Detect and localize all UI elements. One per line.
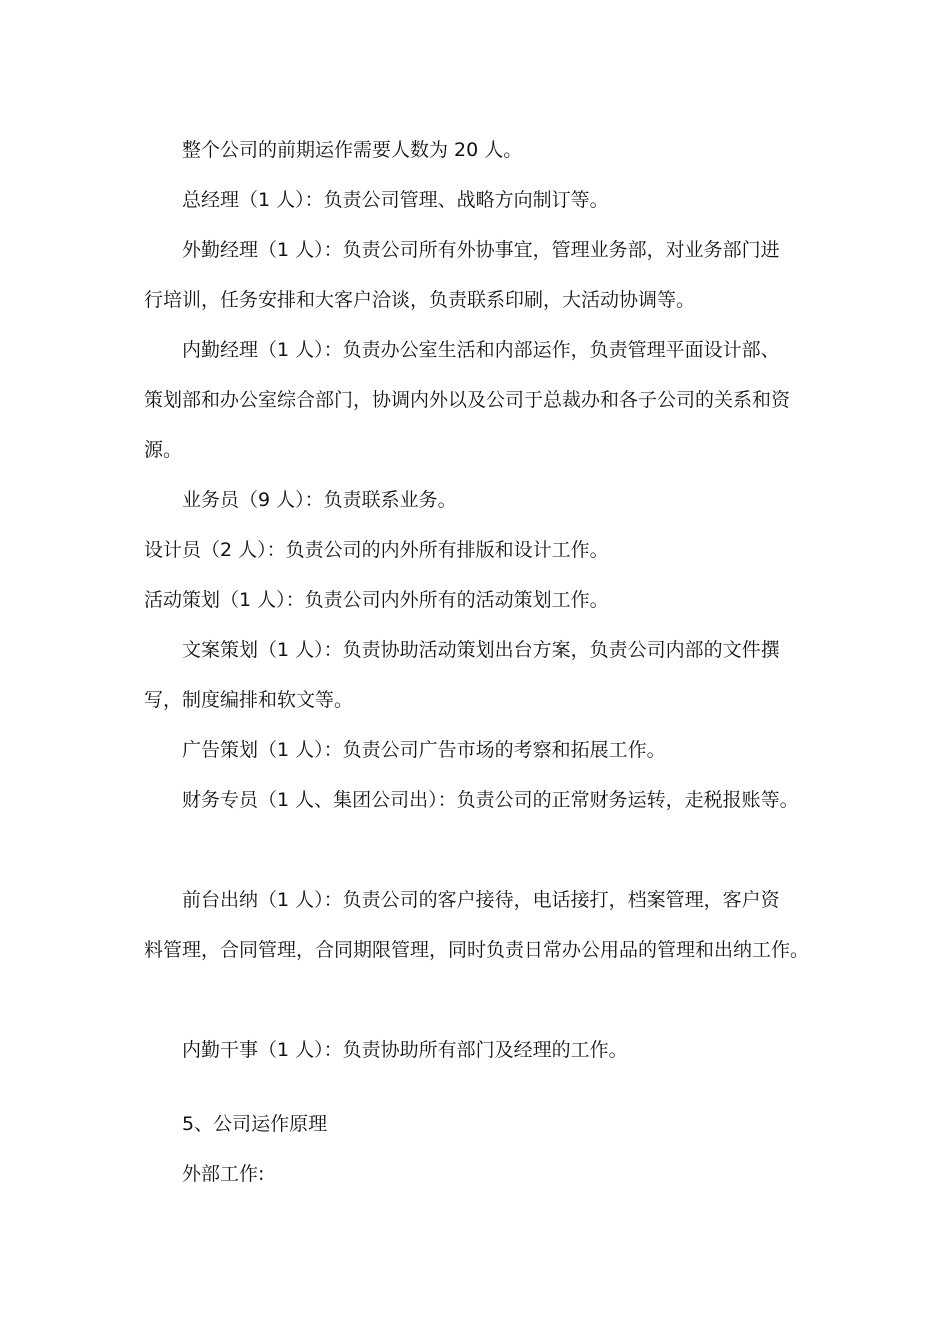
- paragraph-office-manager: 内勤经理（1 人）：负责办公室生活和内部运作，负责管理平面设计部、: [182, 339, 780, 361]
- paragraph-staff-total: 整个公司的前期运作需要人数为 20 人。: [182, 139, 523, 161]
- paragraph-office-clerk: 内勤干事（1 人）：负责协助所有部门及经理的工作。: [182, 1039, 628, 1061]
- paragraph-event-planner: 活动策划（1 人）：负责公司内外所有的活动策划工作。: [144, 589, 609, 611]
- section-heading-operation: 5、公司运作原理: [182, 1113, 328, 1135]
- subheading-external-work: 外部工作:: [182, 1163, 265, 1185]
- paragraph-designer: 设计员（2 人）：负责公司的内外所有排版和设计工作。: [144, 539, 609, 561]
- paragraph-front-desk: 前台出纳（1 人）：负责公司的客户接待，电话接打，档案管理，客户资: [182, 889, 780, 911]
- paragraph-office-manager-end: 源。: [144, 439, 183, 461]
- paragraph-front-desk-cont: 料管理，合同管理，合同期限管理，同时负责日常办公用品的管理和出纳工作。: [144, 939, 810, 961]
- paragraph-field-manager: 外勤经理（1 人）：负责公司所有外协事宜，管理业务部，对业务部门进: [182, 239, 780, 261]
- paragraph-general-manager: 总经理（1 人）：负责公司管理、战略方向制订等。: [182, 189, 609, 211]
- paragraph-ad-planner: 广告策划（1 人）：负责公司广告市场的考察和拓展工作。: [182, 739, 666, 761]
- paragraph-office-manager-cont: 策划部和办公室综合部门，协调内外以及公司于总裁办和各子公司的关系和资: [144, 389, 791, 411]
- paragraph-finance: 财务专员（1 人、集团公司出）：负责公司的正常财务运转，走税报账等。: [182, 789, 799, 811]
- paragraph-copywriter: 文案策划（1 人）：负责协助活动策划出台方案，负责公司内部的文件撰: [182, 639, 780, 661]
- paragraph-salesperson: 业务员（9 人）：负责联系业务。: [182, 489, 457, 511]
- paragraph-field-manager-cont: 行培训，任务安排和大客户洽谈，负责联系印刷，大活动协调等。: [144, 289, 696, 311]
- paragraph-copywriter-cont: 写，制度编排和软文等。: [144, 689, 354, 711]
